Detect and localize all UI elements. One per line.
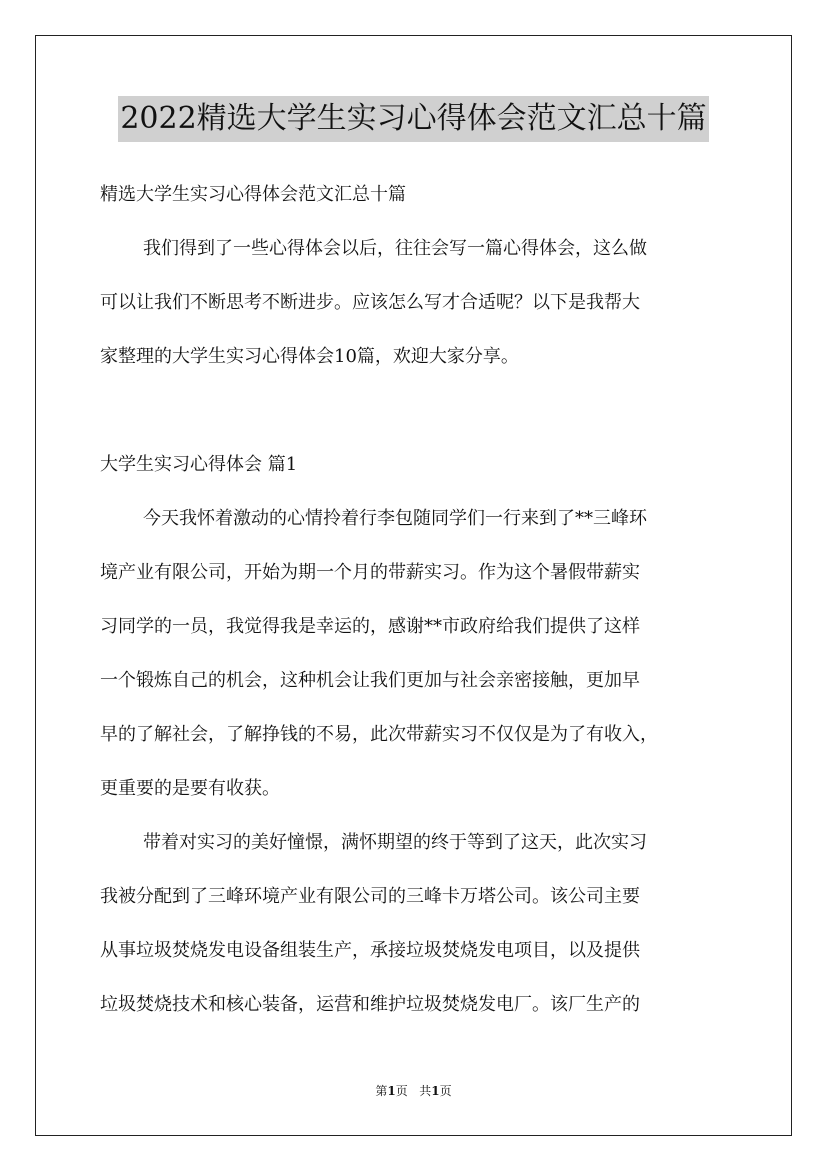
title-container [0,96,827,142]
blank-line [100,384,730,438]
document-title: 2022精选大学生实习心得体会范文汇总十篇 [118,96,708,142]
page-prefix: 第 [375,1084,388,1098]
intro-line: 我们得到了一些心得体会以后，往往会写一篇心得体会，这么做 [143,238,647,259]
paragraph-line: 境产业有限公司，开始为期一个月的带薪实习。作为这个暑假带薪实 [100,562,640,583]
paragraph-line: 带着对实习的美好憧憬，满怀期望的终于等到了这天，此次实习 [143,832,647,853]
total-prefix: 共 [419,1084,432,1098]
document-subtitle: 精选大学生实习心得体会范文汇总十篇 [100,184,406,205]
section-heading: 大学生实习心得体会 篇1 [100,454,298,475]
paragraph-line: 一个锻炼自己的机会，这种机会让我们更加与社会亲密接触，更加早 [100,670,640,691]
paragraph-line: 从事垃圾焚烧发电设备组装生产，承接垃圾焚烧发电项目，以及提供 [100,940,640,961]
paragraph-line: 今天我怀着激动的心情拎着行李包随同学们一行来到了**三峰环 [143,508,647,529]
document-body [100,168,730,1032]
intro-line: 可以让我们不断思考不断进步。应该怎么写才合适呢？以下是我帮大 [100,292,640,313]
paragraph-line: 更重要的是要有收获。 [100,778,280,799]
paragraph-line: 习同学的一员，我觉得我是幸运的，感谢**市政府给我们提供了这样 [100,616,640,637]
page-suffix: 页 [395,1084,408,1098]
paragraph-line: 早的了解社会，了解挣钱的不易，此次带薪实习不仅仅是为了有收入， [100,724,658,745]
intro-line: 家整理的大学生实习心得体会10篇，欢迎大家分享。 [100,346,519,367]
page-number: 1 [387,1084,396,1098]
total-suffix: 页 [439,1084,452,1098]
page-footer [0,1082,827,1100]
paragraph-line: 我被分配到了三峰环境产业有限公司的三峰卡万塔公司。该公司主要 [100,886,640,907]
paragraph-line: 垃圾焚烧技术和核心装备，运营和维护垃圾焚烧发电厂。该厂生产的 [100,994,640,1015]
total-pages: 1 [431,1084,440,1098]
